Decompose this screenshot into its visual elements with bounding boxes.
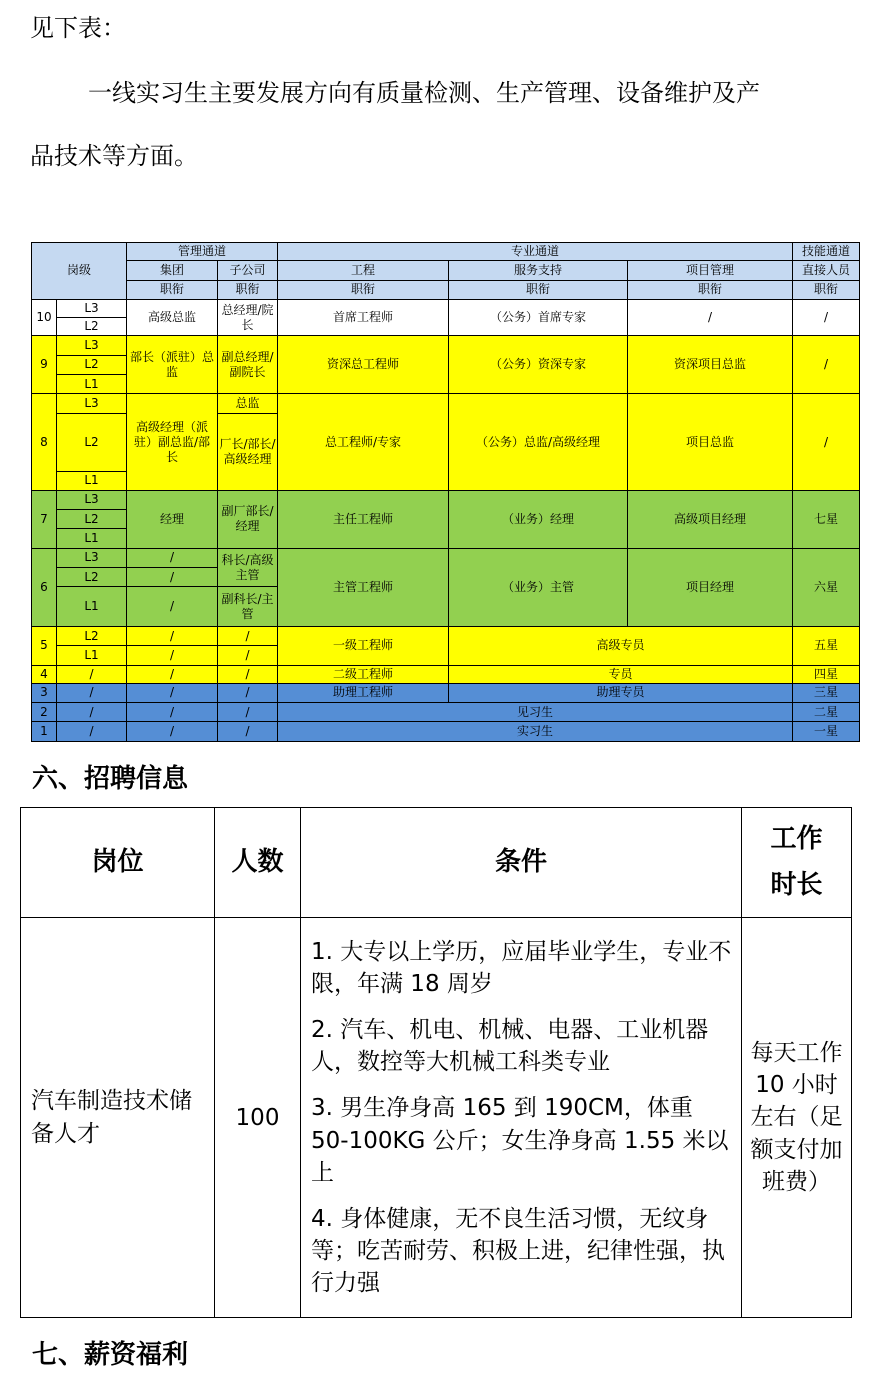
condition-item: 3. 男生净身高 165 到 190CM，体重 50-100KG 公斤；女生净身高 1.55 米以上 bbox=[311, 1095, 729, 1186]
header-title: 职衔 bbox=[628, 280, 793, 299]
g9-skill: / bbox=[793, 336, 860, 394]
header-conditions: 条件 bbox=[301, 808, 742, 918]
header-subsidiary: 子公司 bbox=[218, 261, 278, 280]
g7-skill: 七星 bbox=[793, 490, 860, 548]
g7-proj: 高级项目经理 bbox=[628, 490, 793, 548]
g10-svc: （公务）首席专家 bbox=[449, 299, 628, 336]
level-cell: / bbox=[57, 703, 127, 722]
header-skill-channel: 技能通道 bbox=[793, 243, 860, 261]
section-6-title: 六、招聘信息 bbox=[32, 764, 189, 794]
header-title: 职衔 bbox=[127, 280, 218, 299]
level-cell: L2 bbox=[57, 413, 127, 471]
g4-group: / bbox=[127, 665, 218, 683]
level-cell: / bbox=[57, 722, 127, 742]
level-cell: L1 bbox=[57, 646, 127, 665]
g5-eng: 一级工程师 bbox=[278, 626, 449, 665]
g8-eng: 总工程师/专家 bbox=[278, 394, 449, 491]
level-cell: L3 bbox=[57, 394, 127, 413]
level-cell: L1 bbox=[57, 471, 127, 490]
level-cell: L2 bbox=[57, 626, 127, 645]
grade-6: 6 bbox=[32, 548, 57, 626]
g6-group-l1: / bbox=[127, 587, 218, 627]
level-cell: L1 bbox=[57, 529, 127, 548]
header-direct: 直接人员 bbox=[793, 261, 860, 280]
g6-skill: 六星 bbox=[793, 548, 860, 626]
grade-4: 4 bbox=[32, 665, 57, 683]
header-work-hours-line-1: 工作 bbox=[770, 824, 823, 854]
grade-9: 9 bbox=[32, 336, 57, 394]
position-value: 汽车制造技术储备人才 bbox=[21, 918, 215, 1318]
intro-line-3: 品技术等方面。 bbox=[30, 142, 198, 170]
header-position: 岗位 bbox=[21, 808, 215, 918]
work-hours-value: 每天工作 10 小时左右（足额支付加班费） bbox=[742, 918, 852, 1318]
g2-sub: / bbox=[218, 703, 278, 722]
g3-skill: 三星 bbox=[793, 683, 860, 702]
header-title: 职衔 bbox=[793, 280, 860, 299]
g10-sub: 总经理/院长 bbox=[218, 299, 278, 336]
g6-eng: 主管工程师 bbox=[278, 548, 449, 626]
g4-sub: / bbox=[218, 665, 278, 683]
header-count: 人数 bbox=[215, 808, 301, 918]
g4-skill: 四星 bbox=[793, 665, 860, 683]
g9-sub: 副总经理/副院长 bbox=[218, 336, 278, 394]
header-mgmt-channel: 管理通道 bbox=[127, 243, 278, 261]
header-work-hours bbox=[742, 808, 852, 918]
condition-item: 4. 身体健康，无不良生活习惯，无纹身等；吃苦耐劳、积极上进，纪律性强，执行力强 bbox=[311, 1205, 725, 1297]
level-cell: L1 bbox=[57, 587, 127, 627]
header-title: 职衔 bbox=[218, 280, 278, 299]
g6-group-l3: / bbox=[127, 548, 218, 567]
g4-svc: 专员 bbox=[449, 665, 793, 683]
header-engineering: 工程 bbox=[278, 261, 449, 280]
g9-proj: 资深项目总监 bbox=[628, 336, 793, 394]
g2-pro: 见习生 bbox=[278, 703, 793, 722]
g5-group-l1: / bbox=[127, 646, 218, 665]
header-title: 职衔 bbox=[449, 280, 628, 299]
grade-8: 8 bbox=[32, 394, 57, 491]
condition-item: 2. 汽车、机电、机械、电器、工业机器人，数控等大机械工科类专业 bbox=[311, 1016, 709, 1076]
header-title: 职衔 bbox=[278, 280, 449, 299]
header-pro-channel: 专业通道 bbox=[278, 243, 793, 261]
g9-eng: 资深总工程师 bbox=[278, 336, 449, 394]
g4-eng: 二级工程师 bbox=[278, 665, 449, 683]
g9-svc: （公务）资深专家 bbox=[449, 336, 628, 394]
header-gangji: 岗级 bbox=[32, 243, 127, 300]
g8-sub-a: 总监 bbox=[218, 394, 278, 413]
g6-sub-b: 副科长/主管 bbox=[218, 587, 278, 627]
g8-proj: 项目总监 bbox=[628, 394, 793, 491]
g5-sub-l1: / bbox=[218, 646, 278, 665]
count-value: 100 bbox=[215, 918, 301, 1318]
header-project: 项目管理 bbox=[628, 261, 793, 280]
g1-sub: / bbox=[218, 722, 278, 742]
header-service: 服务支持 bbox=[449, 261, 628, 280]
g1-pro: 实习生 bbox=[278, 722, 793, 742]
g3-svc: 助理专员 bbox=[449, 683, 793, 702]
g8-sub-b: 厂长/部长/高级经理 bbox=[218, 413, 278, 490]
g6-svc: （业务）主管 bbox=[449, 548, 628, 626]
g1-group: / bbox=[127, 722, 218, 742]
level-cell: L2 bbox=[57, 355, 127, 374]
level-cell: L3 bbox=[57, 299, 127, 317]
g10-skill: / bbox=[793, 299, 860, 336]
career-path-table bbox=[31, 242, 860, 742]
g6-sub-a: 科长/高级主管 bbox=[218, 548, 278, 587]
g5-skill: 五星 bbox=[793, 626, 860, 665]
g8-group: 高级经理（派驻）副总监/部长 bbox=[127, 394, 218, 491]
g3-eng: 助理工程师 bbox=[278, 683, 449, 702]
level-cell: L3 bbox=[57, 490, 127, 509]
g1-skill: 一星 bbox=[793, 722, 860, 742]
g7-group: 经理 bbox=[127, 490, 218, 548]
g3-group: / bbox=[127, 683, 218, 702]
g3-sub: / bbox=[218, 683, 278, 702]
level-cell: / bbox=[57, 665, 127, 683]
grade-5: 5 bbox=[32, 626, 57, 665]
grade-7: 7 bbox=[32, 490, 57, 548]
level-cell: / bbox=[57, 683, 127, 702]
condition-item: 1. 大专以上学历，应届毕业学生，专业不限，年满 18 周岁 bbox=[311, 938, 732, 997]
level-cell: L3 bbox=[57, 548, 127, 567]
section-7-title: 七、薪资福利 bbox=[32, 1340, 189, 1370]
level-cell: L2 bbox=[57, 510, 127, 529]
g8-svc: （公务）总监/高级经理 bbox=[449, 394, 628, 491]
level-cell: L2 bbox=[57, 568, 127, 587]
g7-svc: （业务）经理 bbox=[449, 490, 628, 548]
g10-group: 高级总监 bbox=[127, 299, 218, 336]
header-group: 集团 bbox=[127, 261, 218, 280]
g10-proj: / bbox=[628, 299, 793, 336]
g8-skill: / bbox=[793, 394, 860, 491]
level-cell: L1 bbox=[57, 375, 127, 394]
intro-line-1: 见下表： bbox=[30, 14, 126, 42]
g5-svc: 高级专员 bbox=[449, 626, 793, 665]
grade-1: 1 bbox=[32, 722, 57, 742]
conditions-list bbox=[301, 918, 742, 1318]
grade-2: 2 bbox=[32, 703, 57, 722]
g6-proj: 项目经理 bbox=[628, 548, 793, 626]
g5-sub-l2: / bbox=[218, 626, 278, 645]
level-cell: L3 bbox=[57, 336, 127, 355]
g2-skill: 二星 bbox=[793, 703, 860, 722]
grade-3: 3 bbox=[32, 683, 57, 702]
g10-eng: 首席工程师 bbox=[278, 299, 449, 336]
g7-sub: 副厂部长/经理 bbox=[218, 490, 278, 548]
header-work-hours-line-2: 时长 bbox=[770, 869, 823, 900]
g6-group-l2: / bbox=[127, 568, 218, 587]
recruitment-table bbox=[20, 807, 852, 1318]
intro-line-2: 一线实习生主要发展方向有质量检测、生产管理、设备维护及产 bbox=[88, 79, 760, 107]
grade-10: 10 bbox=[32, 299, 57, 336]
g7-eng: 主任工程师 bbox=[278, 490, 449, 548]
g9-group: 部长（派驻）总监 bbox=[127, 336, 218, 394]
level-cell: L2 bbox=[57, 318, 127, 336]
g2-group: / bbox=[127, 703, 218, 722]
g5-group-l2: / bbox=[127, 626, 218, 645]
